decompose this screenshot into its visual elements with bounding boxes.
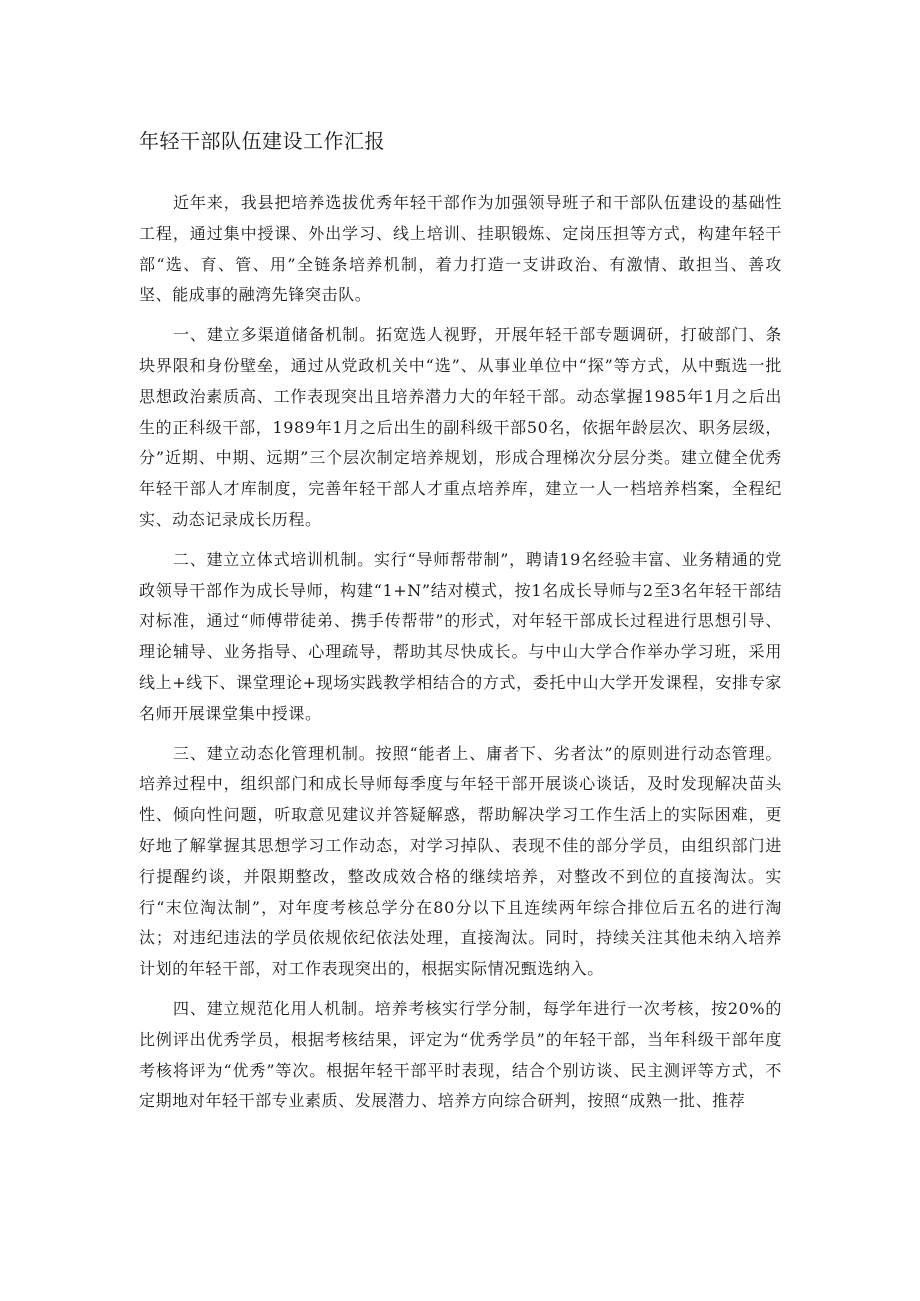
document-page — [139, 124, 782, 1126]
paragraph-intro: 近年来，我县把培养选拔优秀年轻干部作为加强领导班子和干部队伍建设的基础性工程，通过集中授课、外出学习、线上培训、挂职锻炼、定岗压担等方式，构建年轻干部“选、育、管、用”全链条培养机制，着力打造一支讲政治、有激情、敢担当、善攻坚、能成事的融湾先锋突击队。 — [139, 193, 782, 305]
paragraph-section-4: 四、建立规范化用人机制。培养考核实行学分制，每学年进行一次考核，按20%的比例评出优秀学员，根据考核结果，评定为“优秀学员”的年轻干部，当年科级干部年度考核将评为“优秀”等次。根据年轻干部平时表现，结合个别访谈、民主测评等方式，不定期地对年轻干部专业素质、发展潜力、培养方向综合研判，按照“成熟一批、推荐 — [139, 998, 782, 1111]
document-title: 年轻干部队伍建设工作汇报 — [139, 129, 385, 153]
paragraph-section-3: 三、建立动态化管理机制。按照“能者上、庸者下、劣者汰”的原则进行动态管理。培养过程中，组织部门和成长导师每季度与年轻干部开展谈心谈话，及时发现解决苗头性、倾向性问题，听取意见建议并答疑解惑，帮助解决学习工作生活上的实际困难，更好地了解掌握其思想学习工作动态，对学习掉队、表现不佳的部分学员，由组织部门进行提醒约谈，并限期整改，整改成效合格的继续培养，对整改不到位的直接淘汰。实行“末位淘汰制”，对年度考核总学分在80分以下且连续两年综合排位后五名的进行淘汰；对违纪违法的学员依规依纪依法处理，直接淘汰。同时，持续关注其他未纳入培养计划的年轻干部，对工作表现突出的，根据实际情况甄选纳入。 — [139, 743, 782, 979]
paragraph-section-1: 一、建立多渠道储备机制。拓宽选人视野，开展年轻干部专题调研，打破部门、条块界限和身份壁垒，通过从党政机关中“选”、从事业单位中“探”等方式，从中甄选一批思想政治素质高、工作表现突出且培养潜力大的年轻干部。动态掌握1985年1月之后出生的正科级干部，1989年1月之后出生的副科级干部50名，依据年龄层次、职务层级，分”近期、中期、远期”三个层次制定培养规划，形成合理梯次分层分类。建立健全优秀年轻干部人才库制度，完善年轻干部人才重点培养库，建立一人一档培养档案，全程纪实、动态记录成长历程。 — [139, 325, 782, 529]
paragraph-section-2: 二、建立立体式培训机制。实行“导师帮带制”，聘请19名经验丰富、业务精通的党政领导干部作为成长导师，构建“1+N”结对模式，按1名成长导师与2至3名年轻干部结对标准，通过“师傅带徒弟、携手传帮带”的形式，对年轻干部成长过程进行思想引导、理论辅导、业务指导、心理疏导，帮助其尽快成长。与中山大学合作举办学习班，采用线上+线下、课堂理论+现场实践教学相结合的方式，委托中山大学开发课程，安排专家名师开展课堂集中授课。 — [139, 549, 782, 723]
